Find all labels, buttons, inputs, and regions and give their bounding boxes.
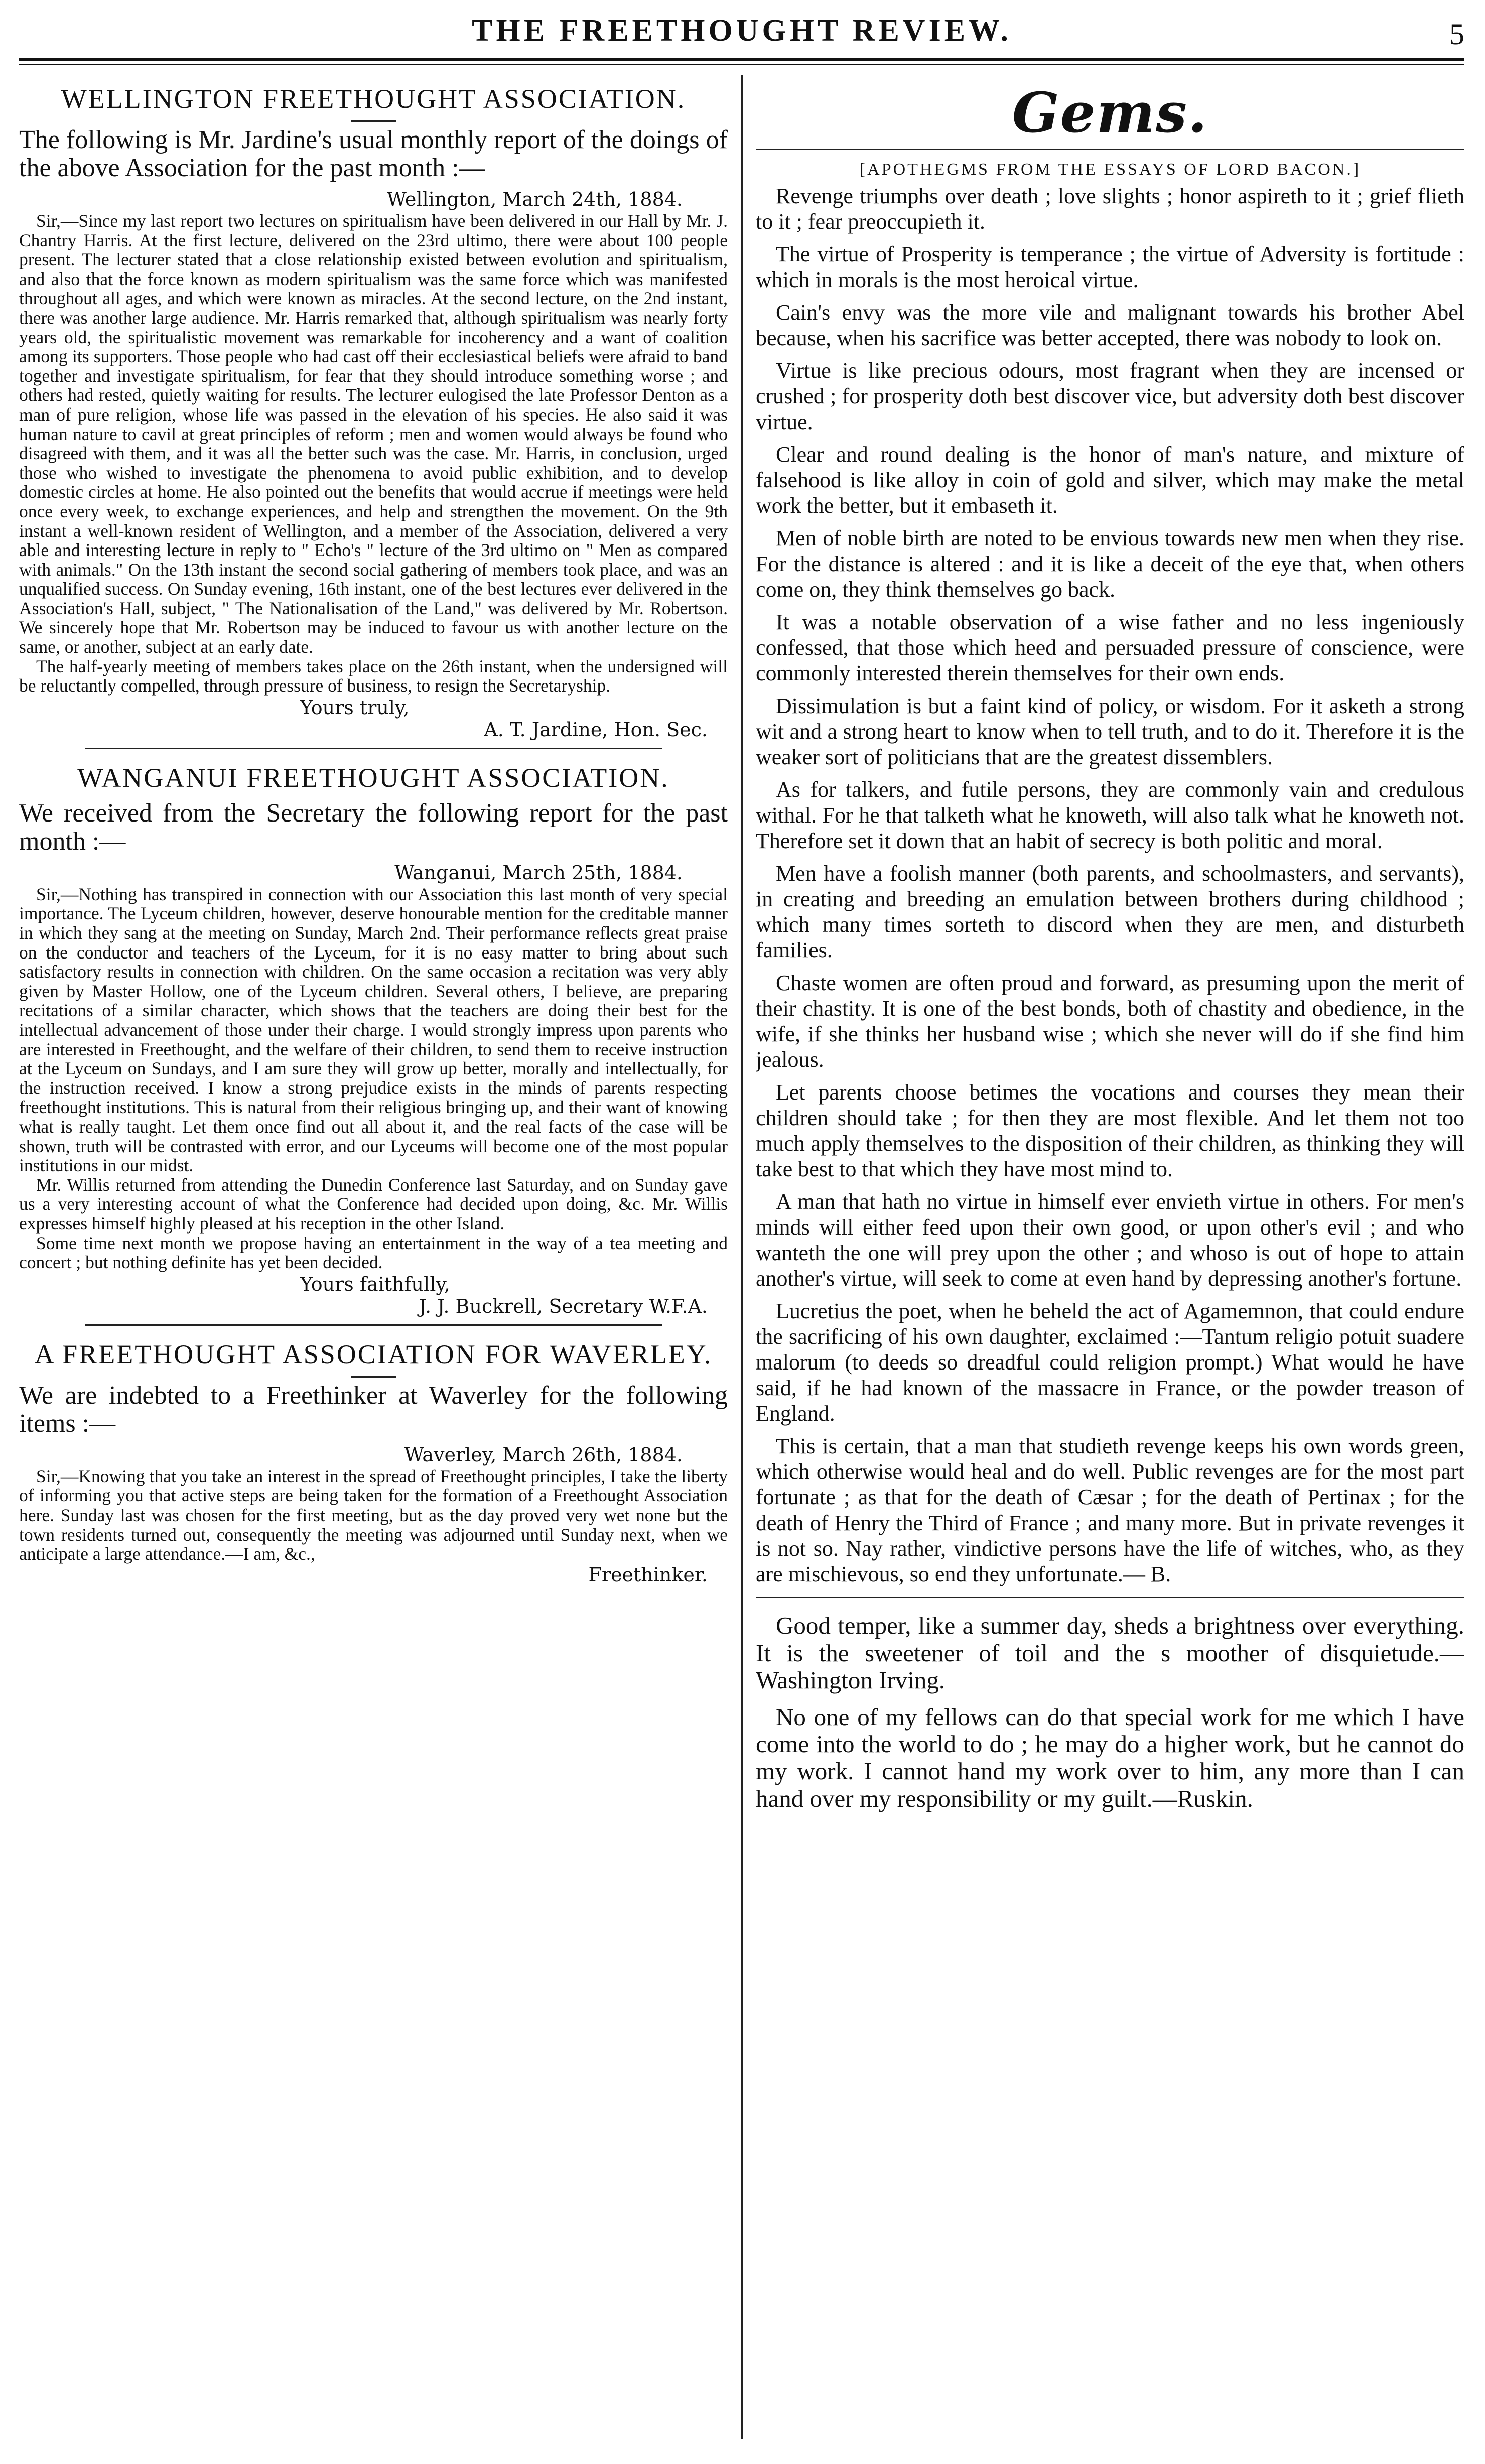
column-divider: [741, 75, 743, 2439]
page-number: 5: [1449, 18, 1464, 51]
letter-paragraph: The half-yearly meeting of members takes place on the 26th instant, when the undersigned will be reluctantly compelled, through pressure of business, to resign the Secretaryship.: [19, 656, 728, 696]
letter-signature: J. J. Buckrell, Secretary W.F.A.: [419, 1295, 708, 1317]
letter-paragraph: Mr. Willis returned from attending the Dunedin Conference last Saturday, and on Sunday gave us a very interesting account of what the Conference had decided upon doing, &c. Mr. Willis expresses himself highly pleased at his reception in the other Island.: [19, 1174, 728, 1234]
letter-closing: Yours truly,: [300, 696, 410, 719]
gem-paragraph: Lucretius the poet, when he beheld the act of Agamemnon, that could endure the sacrificing of his own daughter, exclaimed :—Tantum religio potuit suadere malorum (to deeds so dreadful could religion prompt.) What would he have said, if he had known of the massacre in France, or the powder treason of England.: [756, 1299, 1464, 1426]
gem-paragraph: Dissimulation is but a faint kind of policy, or wisdom. For it asketh a strong wit and a strong heart to know when to tell truth, and to do it. Therefore it is the weaker sort of politicians that are the greatest dissemblers.: [756, 694, 1464, 769]
article-intro: We are indebted to a Freethinker at Waverley for the following items :—: [19, 1381, 728, 1438]
dateline: Waverley, March 26th, 1884.: [404, 1443, 683, 1466]
gems-rule: [756, 149, 1464, 150]
gem-paragraph: This is certain, that a man that studieth revenge keeps his own words green, which otherwise would heal and do well. Public revenges are for the most part fortunate ; as that for the death of Cæsar ; for the death of Pertinax ; for the death of Henry the Third of France ; and many more. But in private revenges it is not so. Nay rather, vindictive persons have the life of witches, who, as they are mischievous, so end they unfortunate.— B.: [756, 1434, 1464, 1586]
wanganui-article: [19, 762, 728, 1317]
letter-body: [19, 1467, 728, 1564]
right-column: [756, 80, 1464, 2444]
letter-paragraph: Sir,—Nothing has transpired in connection with our Association this last month of very special importance. The Lyceum children, however, deserve honourable mention for the creditable manner in which they sang at the meeting on Sunday, March 2nd. Their performance reflects great praise on the conductor and teachers of the Lyceum, for it is no easy matter to bring about such satisfactory results in connection with children. On the same occasion a recitation was very ably given by Master Hollow, one of the Lyceum children. Several others, I believe, are preparing recitations of a similar character, which shows that the teachers are doing their best for the intellectual advancement of those under their charge. I would strongly impress upon parents who are interested in Freethought, and the welfare of their children, to send them to receive instruction at the Lyceum on Sundays, and I am sure they will grow up better, morally and intellectually, for the instruction received. I know a strong prejudice exists in the minds of parents respecting freethought institutions. This is natural from their religious bringing up, and their want of knowing what is really taught. Let them once find out all about it, and the real facts of the case will be shown, truth will be contrasted with error, and our Lyceums will become one of the most popular institutions in our midst.: [19, 884, 728, 1176]
publication-title: THE FREETHOUGHT REVIEW.: [472, 14, 1012, 48]
article-intro: The following is Mr. Jardine's usual monthly report of the doings of the above Association for the past month :—: [19, 125, 728, 182]
quote-paragraph: Good temper, like a summer day, sheds a brightness over everything. It is the sweetener of toil and the s moother of disquietude.—Washington Irving.: [756, 1612, 1464, 1694]
wellington-article: [19, 83, 728, 741]
apothegm-label: [APOTHEGMS FROM THE ESSAYS OF LORD BACON.]: [859, 160, 1361, 179]
gem-paragraph: A man that hath no virtue in himself ever envieth virtue in others. For men's minds will either feed upon their own good, or upon other's evil ; and who wanteth the one will prey upon the other ; and whoso is out of hope to attain another's virtue, will seek to come at even hand by depressing another's fortune.: [756, 1189, 1464, 1291]
quote-paragraph: No one of my fellows can do that special work for me which I have come into the world to do ; he may do a higher work, but he cannot do my work. I cannot hand my work over to him, any more than I can hand over my responsibility or my guilt.—Ruskin.: [756, 1703, 1464, 1812]
article-intro: We received from the Secretary the following report for the past month :—: [19, 798, 728, 856]
gem-paragraph: Chaste women are often proud and forward, as presuming upon the merit of their chastity. It is one of the best bonds, both of chastity and obedience, in the wife, if she thinks her husband wise ; which she never will do if she find him jealous.: [756, 971, 1464, 1072]
article-headline: A FREETHOUGHT ASSOCIATION FOR WAVERLEY.: [34, 1339, 713, 1370]
gem-paragraph: Virtue is like precious odours, most fragrant when they are incensed or crushed ; for prosperity doth best discover vice, but adversity doth best discover virtue.: [756, 358, 1464, 434]
gem-paragraph: The virtue of Prosperity is temperance ; the virtue of Adversity is fortitude : which in morals is the most heroical virtue.: [756, 242, 1464, 292]
dateline: Wanganui, March 25th, 1884.: [394, 861, 683, 884]
letter-signature: Freethinker.: [588, 1563, 708, 1586]
gem-paragraph: Revenge triumphs over death ; love slights ; honor aspireth to it ; grief flieth to it ; fear preoccupieth it.: [756, 184, 1464, 234]
page-header: [19, 10, 1464, 56]
waverley-article: [19, 1339, 728, 1586]
letter-signature: A. T. Jardine, Hon. Sec.: [484, 718, 708, 741]
gem-paragraph: Cain's envy was the more vile and malignant towards his brother Abel because, when his sacrifice was better accepted, there was nobody to look on.: [756, 300, 1464, 350]
article-headline: WANGANUI FREETHOUGHT ASSOCIATION.: [77, 762, 669, 793]
gem-paragraph: Let parents choose betimes the vocations and courses they mean their children should take ; for then they are most flexible. And let them not too much apply themselves to the disposition of their children, as thinking they will take best to that which they have most mind to.: [756, 1080, 1464, 1181]
left-column: [19, 80, 728, 2444]
letter-paragraph: Sir,—Since my last report two lectures on spiritualism have been delivered in our Hall by Mr. J. Chantry Harris. At the first lecture, delivered on the 23rd ultimo, there were about 100 people present. The lecturer stated that a close relationship existed between evolution and spiritualism, and also that the force known as modern spiritualism was the same force which was manifested throughout all ages, and which were known as miracles. At the second lecture, on the 2nd instant, there was another large audience. Mr. Harris remarked that, although spiritualism was nearly forty years old, the spiritualistic movement was remarkable for incoherency and a want of coalition among its supporters. Those people who had cast off their ecclesiastical beliefs were afraid to band together and investigate spiritualism, for fear that they should introduce something worse ; and others had rested, quietly waiting for results. The lecturer eulogised the late Professor Denton as a man of pure religion, whose life was passed in the elevation of his species. He also said it was human nature to cavil at great principles of reform ; men and women would always be found who disagreed with them, and it was all the better such was the case. Mr. Harris, in conclusion, urged those who wished to investigate the phenomena to avoid public exhibition, and to develop domestic circles at home. He also pointed out the benefits that would accrue if meetings were held once every week, to exchange experiences, and help and strengthen the movement. On the 9th instant a well-known resident of Wellington, and a member of the Association, delivered a very able and interesting lecture in reply to " Echo's " lecture of the 3rd ultimo on " Men as compared with animals." On the 13th instant the second social gathering of members took place, and was an unqualified success. On Sunday evening, 16th instant, one of the best lectures ever delivered in the Association's Hall, subject, " The Nationalisation of the Land," was delivered by Mr. Robertson. We sincerely hope that Mr. Robertson may be induced to favour us with another lecture on the same, or another, subject at an early date.: [19, 211, 728, 657]
header-rule: [19, 58, 1464, 61]
article-separator: [85, 1324, 662, 1326]
header-rule-thin: [19, 64, 1464, 65]
headline-rule: [351, 120, 396, 122]
letter-paragraph: Sir,—Knowing that you take an interest in the spread of Freethought principles, I take the liberty of informing you that active steps are being taken for the formation of a Freethought Association here. Sunday last was chosen for the first meeting, but as the day proved very wet none but the town residents turned out, consequently the meeting was adjourned until Sunday next, when we anticipate a large attendance.—I am, &c.,: [19, 1466, 728, 1564]
letter-closing: Yours faithfully,: [300, 1273, 450, 1295]
article-separator: [85, 748, 662, 749]
dateline: Wellington, March 24th, 1884.: [386, 188, 683, 210]
gem-paragraph: Men of noble birth are noted to be envious towards new men when they rise. For the distance is altered : and it is like a deceit of the eye that, when others come on, they think themselves go back.: [756, 526, 1464, 602]
article-headline: WELLINGTON FREETHOUGHT ASSOCIATION.: [61, 84, 686, 114]
letter-body: [19, 885, 728, 1272]
gem-paragraph: Clear and round dealing is the honor of man's nature, and mixture of falsehood is like alloy in coin of gold and silver, which may make the metal work the better, but it embaseth it.: [756, 442, 1464, 518]
letter-paragraph: Some time next month we propose having an entertainment in the way of a tea meeting and concert ; but nothing definite has yet been decided.: [19, 1233, 728, 1273]
letter-body: [19, 211, 728, 696]
headline-rule: [351, 1376, 396, 1378]
gem-paragraph: Men have a foolish manner (both parents, and schoolmasters, and servants), in creating and breeding an emulation between brothers during childhood ; which many times sorteth to discord when they are men, and disturbeth families.: [756, 861, 1464, 963]
quote-separator: [756, 1597, 1464, 1598]
gems-title: Gems.: [1012, 80, 1208, 145]
gem-paragraph: It was a notable observation of a wise father and no less ingeniously confessed, that those which heed and persuaded pressure of conscience, were commonly interested therein themselves for their own ends.: [756, 610, 1464, 686]
gem-paragraph: As for talkers, and futile persons, they are commonly vain and credulous withal. For he that talketh what he knoweth, will also talk what he knoweth not. Therefore set it down that an habit of secrecy is both politic and moral.: [756, 777, 1464, 853]
